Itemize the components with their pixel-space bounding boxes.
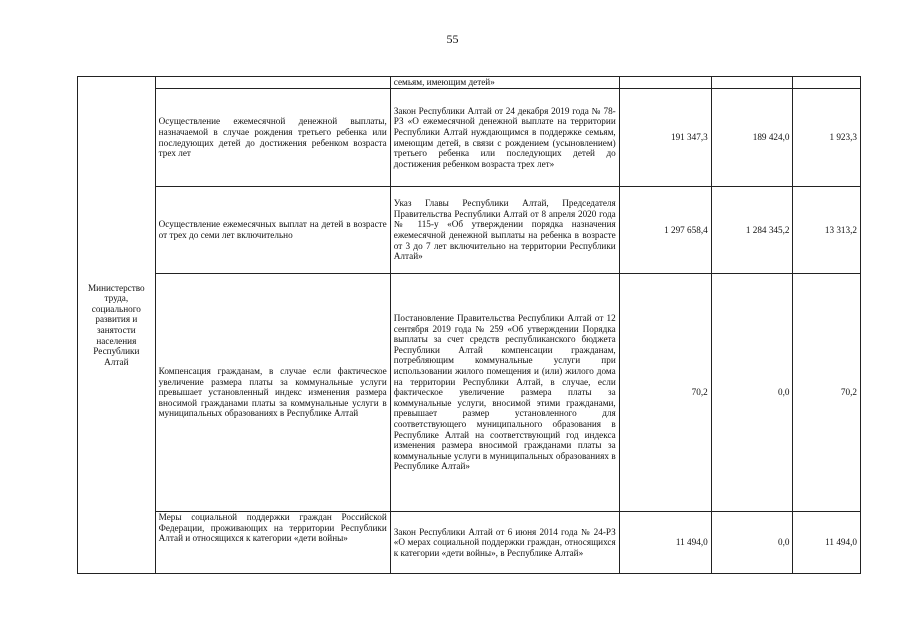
law-cell: Закон Республики Алтай от 6 июня 2014 года № 24-РЗ «О мерах социальной поддержки граждан, относящихся к категории «дети войны», в Республике Алтай» [390,512,619,574]
table-row [78,89,861,187]
table-row [78,274,861,512]
value-cell: 13 313,2 [793,187,861,274]
law-cell: Постановление Правительства Республики Алтай от 12 сентября 2019 года № 259 «Об утверждении Порядка выплаты за счет средств республиканского бюджета Республики Алтай компенсации гражданам, потребляющим коммунальные услуги при использовании жилого помещения и (или) жилого дома на территории Республики Алтай, в случае, если фактическое увеличение размера платы за коммунальные услуги, вносимой этими гражданами, превышает размер установленного для соответствующего муниципального образования в Республике Алтай на соответствующий год индекса изменения размера вносимой гражданами платы за коммунальные услуги в муниципальных образованиях в Республике Алтай» [390,274,619,512]
value-cell: 1 284 345,2 [711,187,793,274]
measure-cell [155,77,390,89]
table-row [78,187,861,274]
value-cell: 11 494,0 [793,512,861,574]
law-cell: Указ Главы Республики Алтай, Председателя Правительства Республики Алтай от 8 апреля 2020 года № 115-у «Об утверждении порядка назначения ежемесячной денежной выплаты на ребенка в возрасте от 3 до 7 лет включительно на территории Республики Алтай» [390,187,619,274]
value-cell [711,77,793,89]
measure-cell: Меры социальной поддержки граждан Российской Федерации, проживающих на территории Республики Алтай и относящихся к категории «дети войны» [155,512,390,574]
measure-cell: Осуществление ежемесячных выплат на детей в возрасте от трех до семи лет включительно [155,187,390,274]
budget-table [77,76,861,574]
value-cell [793,77,861,89]
value-cell: 11 494,0 [619,512,711,574]
value-cell: 1 923,3 [793,89,861,187]
value-cell [619,77,711,89]
table-row [78,512,861,574]
value-cell: 70,2 [619,274,711,512]
value-cell: 191 347,3 [619,89,711,187]
value-cell: 0,0 [711,512,793,574]
value-cell: 70,2 [793,274,861,512]
measure-cell: Компенсация гражданам, в случае если фактическое увеличение размера платы за коммунальные услуги превышает установленный индекс изменения размера вносимой гражданами платы за коммунальные услуги в муниципальных образованиях в Республике Алтай [155,274,390,512]
value-cell: 1 297 658,4 [619,187,711,274]
law-cell: семьям, имеющим детей» [390,77,619,89]
table-row [78,77,861,89]
page-number: 55 [446,32,459,46]
value-cell: 0,0 [711,274,793,512]
value-cell: 189 424,0 [711,89,793,187]
measure-cell: Осуществление ежемесячной денежной выплаты, назначаемой в случае рождения третьего ребенка или последующих детей до достижения ребенком возраста трех лет [155,89,390,187]
ministry-cell: Министерство труда, социального развития и занятости населения Республики Алтай [78,77,156,574]
law-cell: Закон Республики Алтай от 24 декабря 2019 года № 78-РЗ «О ежемесячной денежной выплате на территории Республики Алтай нуждающимся в поддержке семьям, имеющим детей, в связи с рождением (усыновлением) третьего ребенка или последующих детей до достижения ребенком возраста трех лет» [390,89,619,187]
